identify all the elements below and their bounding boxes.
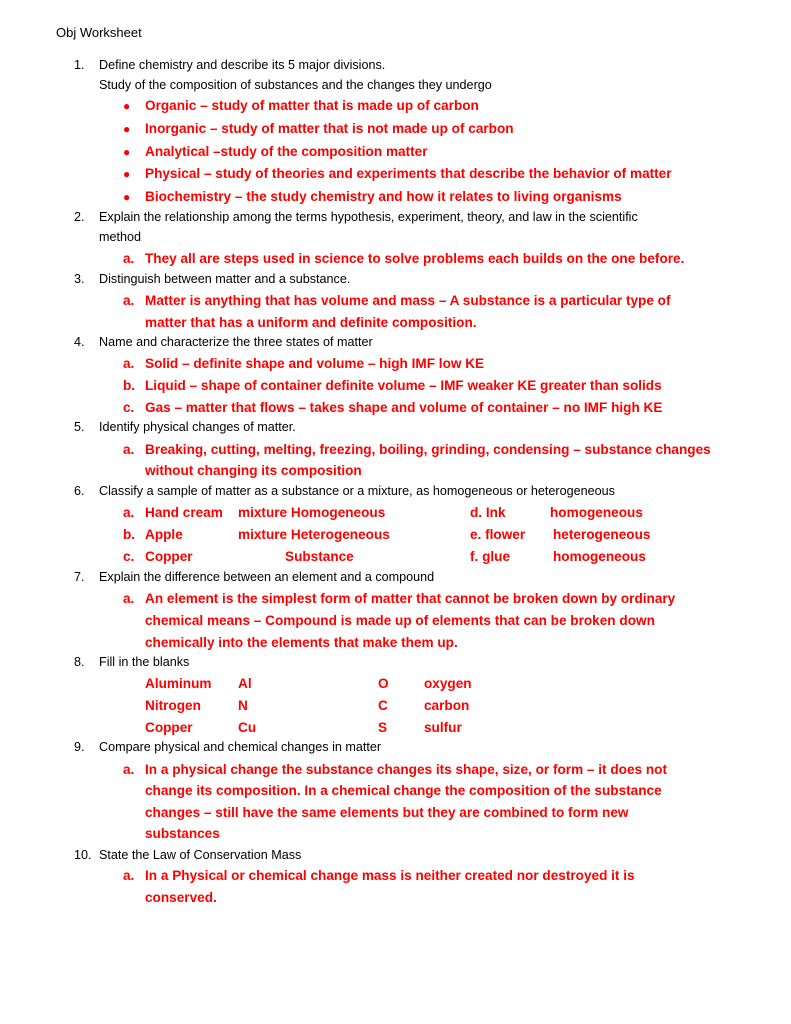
q8-element-name: Aluminum	[145, 676, 212, 691]
q2-answer: They all are steps used in science to solve problems each builds on the one before.	[145, 251, 685, 266]
bullet-icon: ●	[123, 145, 131, 159]
q2-prompt: Explain the relationship among the terms hypothesis, experiment, theory, and law in the scientific	[99, 210, 638, 224]
q4-prompt: Name and characterize the three states of matter	[99, 335, 373, 349]
q9-answer: In a physical change the substance changes its shape, size, or form – it does not	[145, 762, 667, 777]
q6-item-right: e. flower	[470, 527, 526, 542]
q7-answer-label: a.	[123, 591, 135, 606]
q8-element-name-right: carbon	[424, 698, 470, 713]
q10-prompt: State the Law of Conservation Mass	[99, 848, 302, 862]
q4-answer-label: b.	[123, 378, 136, 393]
q1-bullet: Analytical –study of the composition matter	[145, 144, 428, 159]
q6-classification: Substance	[285, 549, 354, 564]
q6-item: Hand cream	[145, 505, 223, 520]
q6-number: 6.	[74, 484, 85, 498]
q8-element-name: Copper	[145, 720, 193, 735]
q6-classification-right: homogeneous	[550, 505, 643, 520]
q8-element-symbol-right: O	[378, 676, 389, 691]
q7-answer: An element is the simplest form of matter that cannot be broken down by ordinary	[145, 591, 676, 606]
q9-answer-cont: changes – still have the same elements but they are combined to form new	[145, 805, 629, 820]
q8-element-symbol-right: S	[378, 720, 388, 735]
q2-answer-label: a.	[123, 251, 135, 266]
q8-element-name-right: oxygen	[424, 676, 472, 691]
q4-answer-label: c.	[123, 400, 135, 415]
q5-answer: Breaking, cutting, melting, freezing, boiling, grinding, condensing – substance changes	[145, 442, 711, 457]
q5-answer-cont: without changing its composition	[145, 463, 362, 478]
q10-answer-label: a.	[123, 868, 135, 883]
q1-number: 1.	[74, 58, 85, 72]
q9-answer-cont: change its composition. In a chemical change the composition of the substance	[145, 783, 662, 798]
q8-number: 8.	[74, 655, 85, 669]
q6-item-right: f. glue	[470, 549, 511, 564]
q2-number: 2.	[74, 210, 85, 224]
q6-row-label: a.	[123, 505, 135, 520]
bullet-icon: ●	[123, 122, 131, 136]
q6-classification: mixture Homogeneous	[238, 505, 386, 520]
q1-bullet: Biochemistry – the study chemistry and how it relates to living organisms	[145, 189, 622, 204]
q3-answer-label: a.	[123, 293, 135, 308]
q4-answer: Solid – definite shape and volume – high IMF low KE	[145, 356, 485, 371]
q4-answer: Gas – matter that flows – takes shape and volume of container – no IMF high KE	[145, 400, 663, 415]
q6-item: Apple	[145, 527, 183, 542]
q8-element-symbol: Al	[238, 676, 252, 691]
q9-answer-label: a.	[123, 762, 135, 777]
q3-number: 3.	[74, 272, 85, 286]
q8-element-symbol: N	[238, 698, 248, 713]
q1-bullet: Inorganic – study of matter that is not made up of carbon	[145, 121, 514, 136]
q8-element-symbol: Cu	[238, 720, 257, 735]
q8-prompt: Fill in the blanks	[99, 655, 190, 669]
q8-element-name: Nitrogen	[145, 698, 201, 713]
q1-intro: Study of the composition of substances and the changes they undergo	[99, 78, 492, 92]
bullet-icon: ●	[123, 99, 131, 113]
q7-prompt: Explain the difference between an element and a compound	[99, 570, 435, 584]
q3-prompt: Distinguish between matter and a substance.	[99, 272, 351, 286]
q5-number: 5.	[74, 420, 85, 434]
q3-answer: Matter is anything that has volume and mass – A substance is a particular type of	[145, 293, 671, 308]
q1-bullet: Organic – study of matter that is made up of carbon	[145, 98, 479, 113]
q5-answer-label: a.	[123, 442, 135, 457]
q7-answer-cont: chemical means – Compound is made up of elements that can be broken down	[145, 613, 655, 628]
q6-item-right: d. Ink	[470, 505, 506, 520]
q7-number: 7.	[74, 570, 85, 584]
q10-answer-cont: conserved.	[145, 890, 217, 905]
q3-answer-cont: matter that has a uniform and definite composition.	[145, 315, 477, 330]
q2-prompt-cont: method	[99, 230, 142, 244]
q6-classification: mixture Heterogeneous	[238, 527, 390, 542]
q4-answer: Liquid – shape of container definite volume – IMF weaker KE greater than solids	[145, 378, 662, 393]
page-header: Obj Worksheet	[56, 25, 142, 40]
bullet-icon: ●	[123, 190, 131, 204]
q9-answer-cont: substances	[145, 826, 220, 841]
q6-prompt: Classify a sample of matter as a substance or a mixture, as homogeneous or heterogeneous	[99, 484, 615, 498]
q8-element-name-right: sulfur	[424, 720, 462, 735]
q10-number: 10.	[74, 848, 92, 862]
q6-classification-right: homogeneous	[553, 549, 646, 564]
q6-classification-right: heterogeneous	[553, 527, 651, 542]
bullet-icon: ●	[123, 167, 131, 181]
q4-answer-label: a.	[123, 356, 135, 371]
q9-number: 9.	[74, 740, 85, 754]
q9-prompt: Compare physical and chemical changes in matter	[99, 740, 382, 754]
q7-answer-cont: chemically into the elements that make them up.	[145, 635, 458, 650]
q8-element-symbol-right: C	[378, 698, 388, 713]
q1-prompt: Define chemistry and describe its 5 major divisions.	[99, 58, 386, 72]
q6-item: Copper	[145, 549, 193, 564]
q1-bullet: Physical – study of theories and experiments that describe the behavior of matter	[145, 166, 672, 181]
q4-number: 4.	[74, 335, 85, 349]
q5-prompt: Identify physical changes of matter.	[99, 420, 296, 434]
q10-answer: In a Physical or chemical change mass is neither created nor destroyed it is	[145, 868, 635, 883]
q6-row-label: b.	[123, 527, 136, 542]
q6-row-label: c.	[123, 549, 135, 564]
